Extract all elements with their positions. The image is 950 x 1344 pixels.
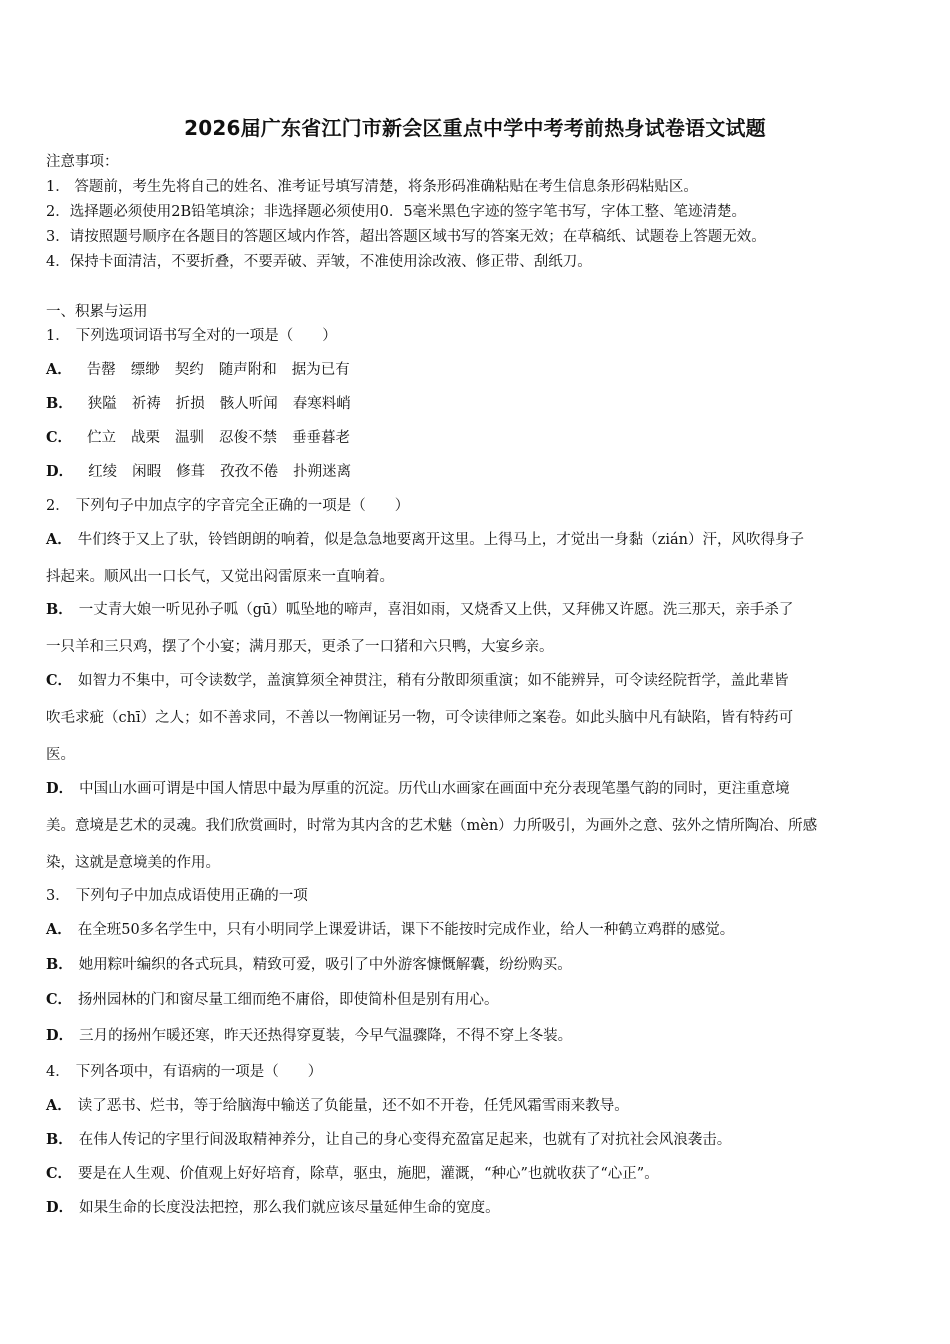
question-number: 2． xyxy=(46,498,70,514)
option-word: 据为已有 xyxy=(291,362,350,378)
option-word: 随声附和 xyxy=(218,362,277,378)
option-text: 在伟人传记的字里行间汲取精神养分，让自己的身心变得充盈富足起来，也就有了对抗社会风浪袭击。 xyxy=(78,1132,732,1148)
option-text: 牛们终于又上了驮，铃铛朗朗的响着，似是急急地要离开这里。上得马上，才觉出一身黏（zián）汗，风吹得身子 xyxy=(77,532,805,548)
option-word: 孜孜不倦 xyxy=(220,464,279,480)
option-word: 战栗 xyxy=(131,430,161,446)
option-letter: B． xyxy=(46,395,73,412)
option-text: 她用粽叶编织的各式玩具，精致可爱，吸引了中外游客慷慨解囊，纷纷购买。 xyxy=(78,957,572,973)
q3-option-b xyxy=(46,955,572,975)
q2-option-d-line-1 xyxy=(46,779,790,799)
option-letter: D． xyxy=(46,1027,74,1044)
q3-option-c xyxy=(46,990,499,1010)
notice-heading: 注意事项： xyxy=(46,154,119,170)
q4-option-c xyxy=(46,1164,659,1184)
question-1 xyxy=(46,326,337,346)
notice-item-1: 1． 答题前，考生先将自己的姓名、准考证号填写清楚，将条形码准确粘贴在考生信息条形码粘贴区。 xyxy=(46,179,698,195)
option-word: 修葺 xyxy=(176,464,206,480)
option-letter: D． xyxy=(46,780,74,797)
q2-option-c-line-1 xyxy=(46,671,789,691)
question-2 xyxy=(46,496,409,516)
option-letter: B． xyxy=(46,601,73,618)
option-word: 温驯 xyxy=(175,430,205,446)
option-letter: A． xyxy=(46,361,72,378)
option-letter: D． xyxy=(46,1199,74,1216)
option-text: 要是在人生观、价值观上好好培育，除草，驱虫，施肥，灌溉，“种心”也就收获了“心正”。 xyxy=(78,1166,659,1182)
q2-option-b-line-2: 一只羊和三只鸡，摆了个小宴；满月那天，更杀了一口猪和六只鸭，大宴乡亲。 xyxy=(46,639,554,655)
section-heading: 一、积累与运用 xyxy=(46,304,148,320)
question-4 xyxy=(46,1062,322,1082)
q1-option-a xyxy=(46,360,365,380)
option-letter: C． xyxy=(46,1165,73,1182)
option-letter: C． xyxy=(46,672,73,689)
option-text: 扬州园林的门和窗尽量工细而绝不庸俗，即使简朴但是别有用心。 xyxy=(78,992,499,1008)
question-3 xyxy=(46,886,308,906)
question-stem: 下列选项词语书写全对的一项是（ ） xyxy=(75,328,337,344)
option-text: 中国山水画可谓是中国人情思中最为厚重的沉淀。历代山水画家在画面中充分表现笔墨气韵的同时，更注重意境 xyxy=(79,781,790,797)
option-letter: C． xyxy=(46,429,73,446)
option-word: 祈祷 xyxy=(131,396,161,412)
option-letter: A． xyxy=(46,1097,72,1114)
option-word: 告罄 xyxy=(86,362,116,378)
q2-option-a-line-1 xyxy=(46,530,804,550)
q2-option-c-line-2: 吹毛求疵（chī）之人；如不善求同，不善以一物阐证另一物，可令读律师之案卷。如此头脑中凡有缺陷，皆有特药可 xyxy=(46,710,794,726)
option-letter: D． xyxy=(46,463,74,480)
option-text: 一丈青大娘一听见孙子呱（gū）呱坠地的啼声，喜泪如雨，又烧香又上供，又拜佛又许愿。洗三那天，亲手杀了 xyxy=(78,602,794,618)
option-letter: A． xyxy=(46,531,72,548)
question-number: 4． xyxy=(46,1064,70,1080)
notice-item-3: 3．请按照题号顺序在各题目的答题区域内作答，超出答题区域书写的答案无效；在草稿纸、试题卷上答题无效。 xyxy=(46,229,766,245)
q4-option-b xyxy=(46,1130,731,1150)
option-word: 闲暇 xyxy=(132,464,162,480)
q1-option-b xyxy=(46,394,366,414)
option-word: 红绫 xyxy=(88,464,118,480)
question-stem: 下列各项中，有语病的一项是（ ） xyxy=(75,1064,323,1080)
q1-option-d xyxy=(46,462,366,482)
option-word: 骸人听闻 xyxy=(219,396,278,412)
option-word: 狭隘 xyxy=(87,396,117,412)
q1-option-c xyxy=(46,428,365,448)
question-stem: 下列句子中加点字的字音完全正确的一项是（ ） xyxy=(75,498,410,514)
option-letter: C． xyxy=(46,991,73,1008)
option-text: 在全班50多名学生中，只有小明同学上课爱讲话，课下不能按时完成作业，给人一种鹤立鸡群的感觉。 xyxy=(77,922,735,938)
q4-option-a xyxy=(46,1096,629,1116)
page-title: 2026届广东省江门市新会区重点中学中考考前热身试卷语文试题 xyxy=(184,116,766,140)
q4-option-d xyxy=(46,1198,500,1218)
q2-option-a-line-2: 抖起来。顺风出一口长气，又觉出闷雷原来一直响着。 xyxy=(46,569,394,585)
notice-item-2: 2．选择题必须使用2B铅笔填涂；非选择题必须使用0．5毫米黑色字迹的签字笔书写，字体工整、笔迹清楚。 xyxy=(46,204,747,220)
question-number: 3． xyxy=(46,888,70,904)
option-word: 春寒料峭 xyxy=(292,396,351,412)
notice-item-4: 4．保持卡面清洁，不要折叠，不要弄破、弄皱，不准使用涂改液、修正带、刮纸刀。 xyxy=(46,254,592,270)
option-word: 扑朔迷离 xyxy=(293,464,352,480)
option-word: 缥缈 xyxy=(130,362,160,378)
q2-option-d-line-2: 美。意境是艺术的灵魂。我们欣赏画时，时常为其内含的艺术魅（mèn）力所吸引，为画外之意、弦外之情所陶冶、所感 xyxy=(46,818,818,834)
q3-option-d xyxy=(46,1026,572,1046)
option-word: 垂垂暮老 xyxy=(292,430,351,446)
option-word: 忍俊不禁 xyxy=(219,430,278,446)
option-letter: B． xyxy=(46,1131,73,1148)
question-stem: 下列句子中加点成语使用正确的一项 xyxy=(75,888,308,904)
question-number: 1． xyxy=(46,328,70,344)
option-letter: A． xyxy=(46,921,72,938)
option-text: 三月的扬州乍暖还寒，昨天还热得穿夏装，今早气温骤降，不得不穿上冬装。 xyxy=(79,1028,573,1044)
option-word: 契约 xyxy=(174,362,204,378)
q3-option-a xyxy=(46,920,734,940)
q2-option-d-line-3: 染，这就是意境美的作用。 xyxy=(46,855,220,871)
option-text: 如智力不集中，可令读数学，盖演算须全神贯注，稍有分散即须重演；如不能辨异，可令读经院哲学，盖此辈皆 xyxy=(78,673,789,689)
q2-option-c-line-3: 医。 xyxy=(46,747,75,763)
option-text: 如果生命的长度没法把控，那么我们就应该尽量延伸生命的宽度。 xyxy=(79,1200,500,1216)
option-letter: B． xyxy=(46,956,73,973)
q2-option-b-line-1 xyxy=(46,600,793,620)
option-word: 伫立 xyxy=(87,430,117,446)
option-text: 读了恶书、烂书，等于给脑海中输送了负能量，还不如不开卷，任凭风霜雪雨来教导。 xyxy=(77,1098,629,1114)
option-word: 折损 xyxy=(175,396,205,412)
